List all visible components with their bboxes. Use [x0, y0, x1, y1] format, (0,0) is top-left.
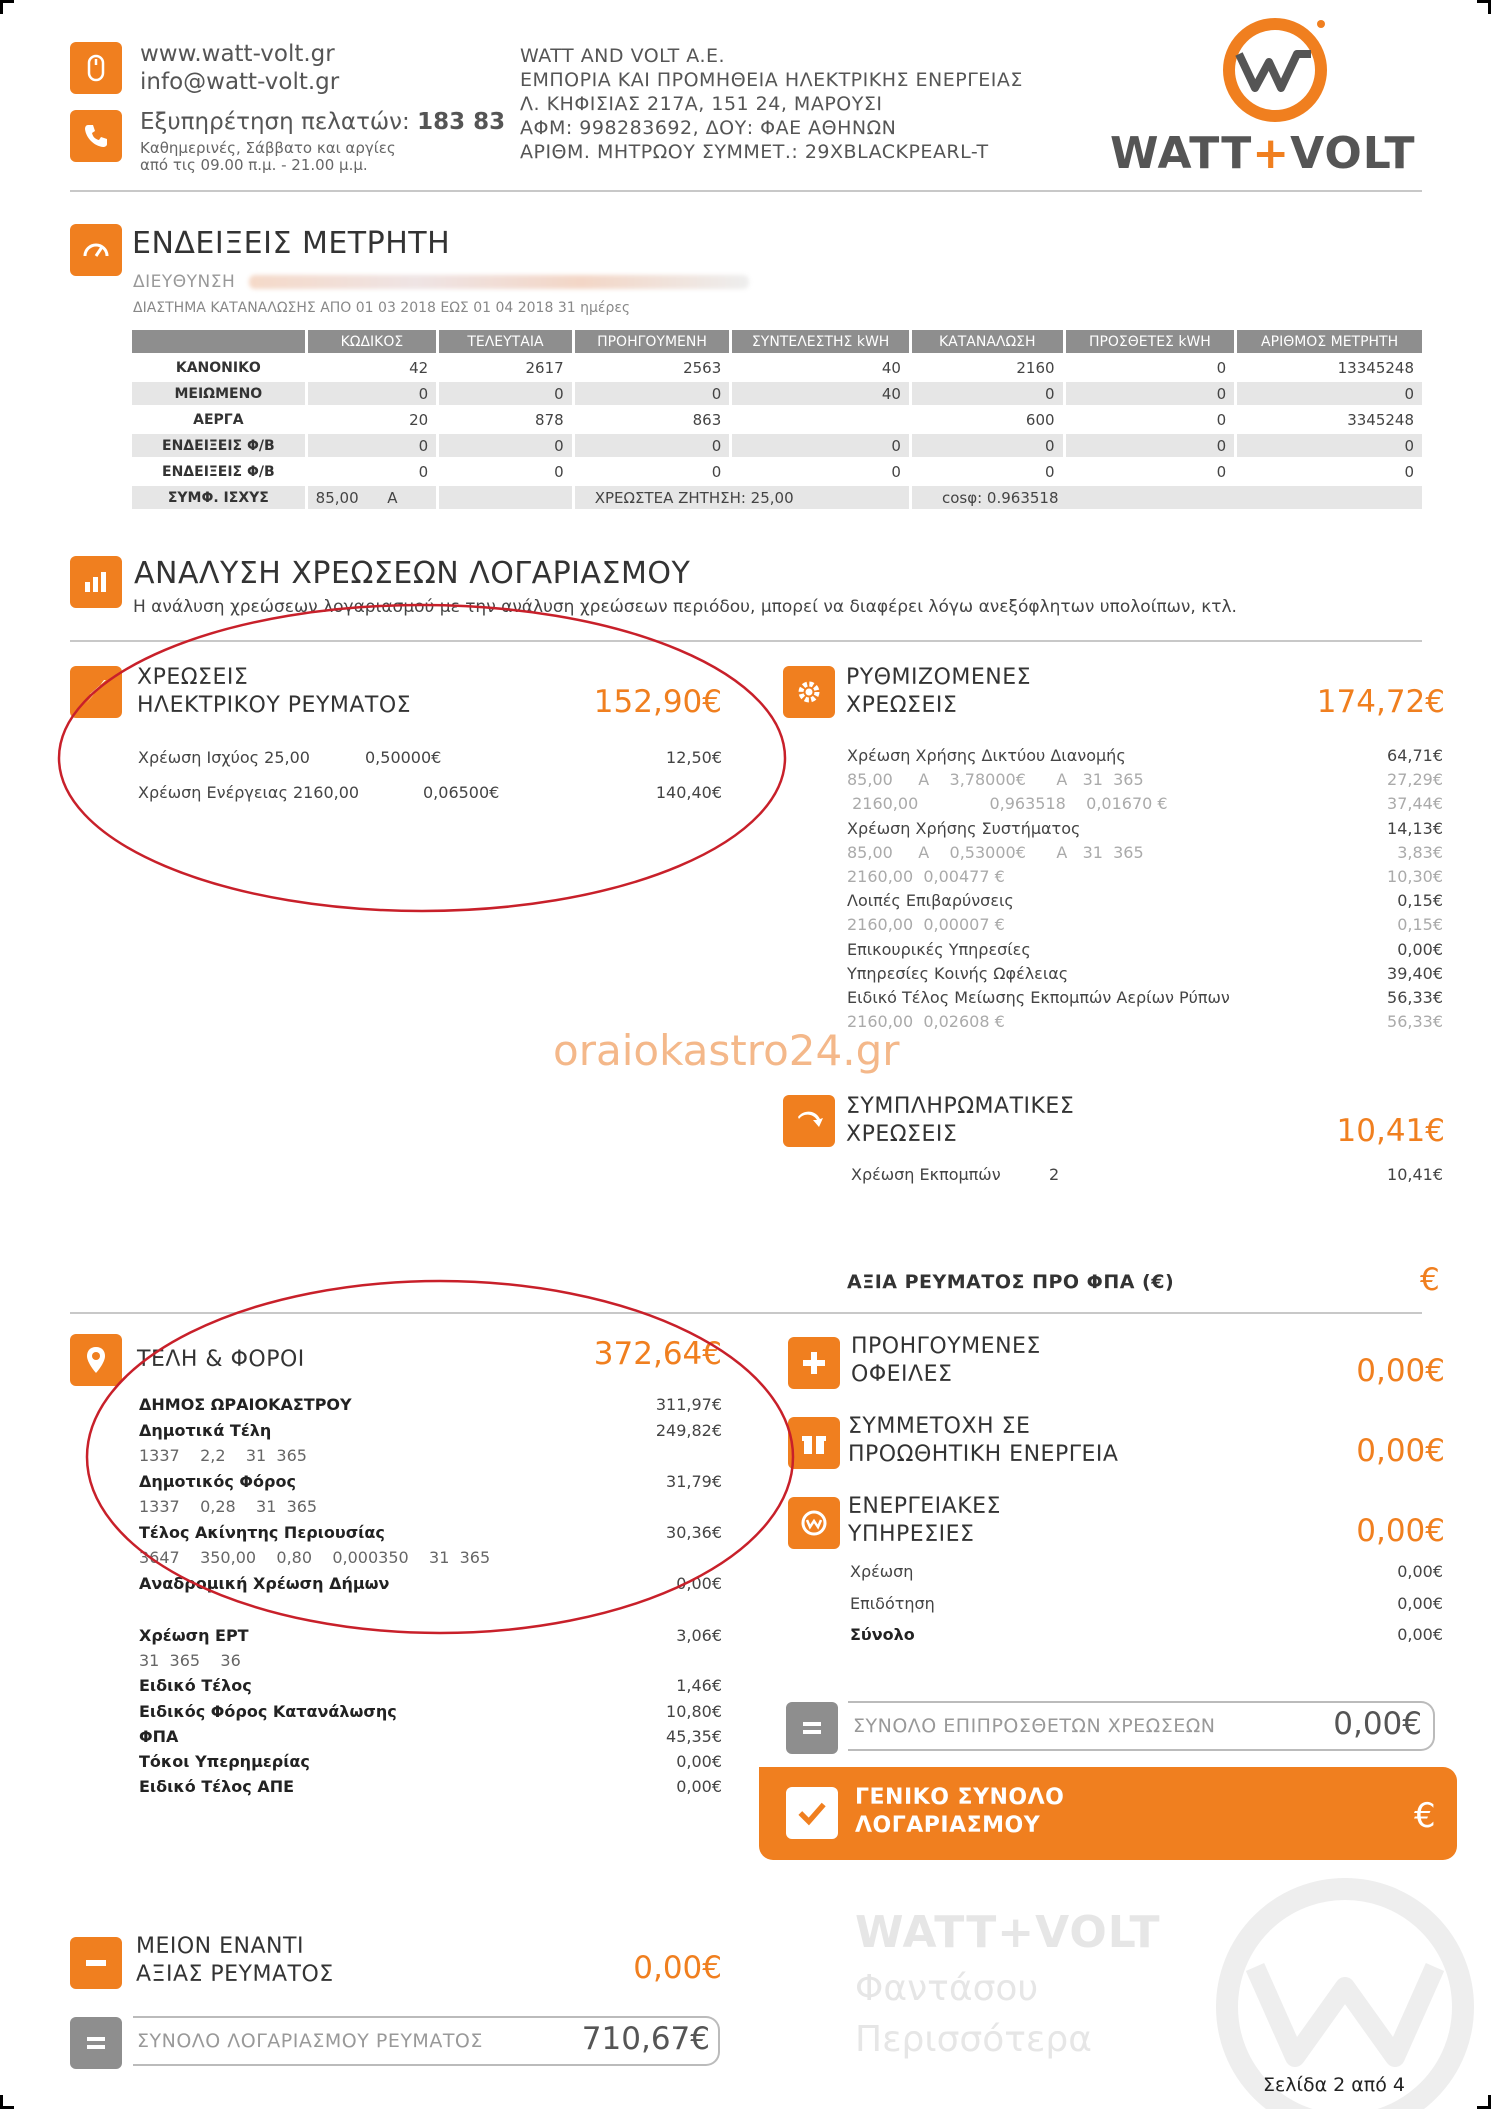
supplementary-line-amount: 10,41€	[1387, 1165, 1443, 1184]
phone-icon	[70, 110, 122, 162]
green-energy-total: 0,00€	[1356, 1433, 1445, 1469]
footer-brand-line-1: WATT+VOLT	[855, 1907, 1161, 1958]
table-corner	[132, 330, 305, 353]
service-label: Εξυπηρέτηση πελατών:	[140, 109, 410, 135]
table-cell	[439, 486, 572, 509]
regulated-title-2: ΧΡΕΩΣΕΙΣ	[846, 693, 958, 718]
extra-total-label: ΣΥΝΟΛΟ ΕΠΙΠΡΟΣΘΕΤΩΝ ΧΡΕΩΣΕΩΝ	[853, 1715, 1216, 1737]
gauge-icon	[70, 224, 122, 276]
col-header: ΠΡΟΣΘΕΤΕΣ kWH	[1066, 330, 1235, 353]
energy-services-line-amount: 0,00€	[1397, 1594, 1443, 1613]
tax-line-label: Δημοτικά Τέλη	[139, 1420, 272, 1440]
table-cell: 0	[308, 382, 437, 405]
gift-icon	[788, 1417, 840, 1469]
regulated-line-label: 2160,00 0,02608 €	[847, 1012, 1005, 1032]
regulated-line-label: Χρέωση Χρήσης Δικτύου Διανομής	[847, 746, 1126, 765]
regulated-line-amount: 10,30€	[1387, 867, 1443, 886]
table-cell: 0	[1237, 382, 1422, 405]
tax-line-amount: 0,00€	[676, 1573, 722, 1593]
table-cell: 0	[1237, 460, 1422, 483]
email-link[interactable]: info@watt-volt.gr	[140, 69, 340, 95]
tax-line-label: Χρέωση ΕΡΤ	[139, 1626, 249, 1645]
regulated-line-amount: 14,13€	[1387, 818, 1443, 838]
taxes-title: ΤΕΛΗ & ΦΟΡΟΙ	[137, 1347, 305, 1372]
table-cell: 2160	[912, 356, 1063, 379]
grand-total-title-2: ΛΟΓΑΡΙΑΣΜΟΥ	[855, 1813, 1041, 1838]
table-cell: 0	[1066, 460, 1235, 483]
contract-demand: ΧΡΕΩΣΤΕΑ ΖΗΤΗΣΗ: 25,00	[575, 486, 909, 509]
brand-logo	[1105, 10, 1435, 180]
row-label: ΚΑΝΟΝΙΚΟ	[132, 356, 305, 379]
hours-line-2: από τις 09.00 π.μ. - 21.00 μ.μ.	[140, 156, 368, 174]
account-total-label: ΣΥΝΟΛΟ ΛΟΓΑΡΙΑΣΜΟΥ ΡΕΥΜΑΤΟΣ	[137, 2030, 483, 2052]
regulated-line-label: Υπηρεσίες Κοινής Ωφέλειας	[847, 963, 1069, 983]
tax-line-label: ΦΠΑ	[139, 1726, 179, 1746]
tax-line-label: Ειδικός Φόρος Κατανάλωσης	[139, 1701, 397, 1721]
company-name: WATT AND VOLT A.E.	[520, 45, 726, 67]
energy-services-line-amount: 0,00€	[1397, 1562, 1443, 1581]
regulated-total: 174,72€	[1316, 684, 1445, 720]
table-cell: 0	[1066, 356, 1235, 379]
location-pin-icon	[70, 1334, 122, 1386]
contract-cos: cosφ: 0.963518	[912, 486, 1422, 509]
tax-line-label: Τέλος Ακίνητης Περιουσίας	[139, 1522, 385, 1542]
tax-line-amount: 0,00€	[676, 1777, 722, 1797]
regulated-line-label: Χρέωση Χρήσης Συστήματος	[847, 818, 1081, 838]
table-cell: 0	[732, 460, 909, 483]
tax-line-label: Τόκοι Υπερημερίας	[139, 1752, 310, 1771]
meter-table	[129, 327, 1425, 512]
table-cell: 600	[912, 408, 1063, 431]
supplementary-total: 10,41€	[1336, 1113, 1445, 1149]
table-cell: 0	[1237, 434, 1422, 457]
address-redacted	[249, 275, 749, 289]
tax-line-amount: 30,36€	[666, 1522, 722, 1542]
col-header: ΠΡΟΗΓΟΥΜΕΝΗ	[575, 330, 730, 353]
table-cell: 0	[439, 460, 572, 483]
electricity-title-2: ΗΛΕΚΤΡΙΚΟΥ ΡΕΥΜΑΤΟΣ	[137, 693, 412, 718]
table-row	[132, 434, 1422, 457]
energy-services-line-amount: 0,00€	[1397, 1625, 1443, 1644]
table-row	[132, 382, 1422, 405]
energy-services-line-label: Χρέωση	[850, 1562, 914, 1581]
tax-line-label: Αναδρομική Χρέωση Δήμων	[139, 1573, 390, 1593]
table-row	[132, 408, 1422, 431]
analysis-subtitle: Η ανάλυση χρεώσεων λογαριασμού με την ανάλυση χρεώσεων περιόδου, μπορεί να διαφέρει λόγω ανεξόφλητων υπολοίπων, κτλ.	[133, 597, 1237, 617]
company-info	[520, 44, 1023, 164]
table-cell: 40	[732, 382, 909, 405]
col-header: ΣΥΝΤΕΛΕΣΤΗΣ kWH	[732, 330, 909, 353]
table-cell: 0	[1066, 382, 1235, 405]
electricity-line-label: Χρέωση Ενέργειας 2160,00	[138, 783, 360, 802]
electricity-line-rate: 0,50000€	[365, 748, 442, 767]
extra-total-value: 0,00€	[1333, 1706, 1422, 1742]
company-line-3: Λ. ΚΗΦΙΣΙΑΣ 217Α, 151 24, ΜΑΡΟΥΣΙ	[520, 93, 883, 115]
row-label: ΕΝΔΕΙΞΕΙΣ Φ/Β	[132, 460, 305, 483]
table-cell: 20	[308, 408, 437, 431]
table-cell: 2563	[575, 356, 730, 379]
regulated-line-label: 2160,00 0,963518 0,01670 €	[847, 794, 1168, 814]
col-header: ΤΕΛΕΥΤΑΙΑ	[439, 330, 572, 353]
electricity-line-label: Χρέωση Ισχύος 25,00	[138, 748, 310, 767]
regulated-line-amount: 3,83€	[1397, 842, 1443, 862]
tax-line-amount: 0,00€	[676, 1752, 722, 1771]
minus-icon	[70, 1937, 122, 1989]
company-line-5: ΑΡΙΘΜ. ΜΗΤΡΩΟΥ ΣΥΜΜΕΤ.: 29XBLACKPEARL-T	[520, 141, 989, 163]
electricity-total: 152,90€	[593, 684, 722, 720]
watermark-text: oraiokastro24.gr	[553, 1026, 900, 1075]
footer-brand	[855, 1907, 1161, 2060]
table-cell: 2617	[439, 356, 572, 379]
address-label: ΔΙΕΥΘΥΝΣΗ	[133, 272, 236, 292]
gear-icon	[783, 666, 835, 718]
table-cell: 0	[575, 434, 730, 457]
tax-line-label: 1337 2,2 31 365	[139, 1446, 307, 1465]
regulated-line-label: Λοιπές Επιβαρύνσεις	[847, 891, 1014, 911]
tax-line-amount: 1,46€	[676, 1676, 722, 1696]
logo-plus: +	[1252, 128, 1291, 179]
green-energy-title-2: ΠΡΟΩΘΗΤΙΚΗ ΕΝΕΡΓΕΙΑ	[848, 1442, 1119, 1467]
account-total-value: 710,67€	[581, 2021, 710, 2057]
energy-services-title-1: ΕΝΕΡΓΕΙΑΚΕΣ	[848, 1494, 1001, 1519]
value-before-vat-label: ΑΞΙΑ ΡΕΥΜΑΤΟΣ ΠΡΟ ΦΠΑ (€)	[847, 1271, 1175, 1293]
regulated-line-amount: 27,29€	[1387, 770, 1443, 790]
supplementary-title-2: ΧΡΕΩΣΕΙΣ	[846, 1122, 958, 1147]
tax-line-label: ΔΗΜΟΣ ΩΡΑΙΟΚΑΣΤΡΟΥ	[139, 1395, 352, 1414]
table-cell: 878	[439, 408, 572, 431]
equals-icon	[786, 1702, 838, 1754]
tax-line-label: 3647 350,00 0,80 0,000350 31 365	[139, 1548, 491, 1567]
row-label: ΕΝΔΕΙΞΕΙΣ Φ/Β	[132, 434, 305, 457]
tax-line-label: Ειδικό Τέλος ΑΠΕ	[139, 1777, 295, 1797]
table-cell: 0	[1066, 434, 1235, 457]
meter-title: ΕΝΔΕΙΞΕΙΣ ΜΕΤΡΗΤΗ	[132, 226, 451, 261]
table-cell	[732, 408, 909, 431]
company-line-2: ΕΜΠΟΡΙΑ ΚΑΙ ΠΡΟΜΗΘΕΙΑ ΗΛΕΚΤΡΙΚΗΣ ΕΝΕΡΓΕΙΑΣ	[520, 69, 1023, 91]
regulated-line-label: 85,00 A 0,53000€ A 31 365	[847, 842, 1144, 862]
wv-watermark-logo	[1195, 1857, 1491, 2109]
regulated-line-label: Ειδικό Τέλος Μείωσης Εκπομπών Αερίων Ρύπων	[847, 988, 1230, 1007]
wv-logo-icon	[1215, 10, 1335, 130]
regulated-line-amount: 39,40€	[1387, 963, 1443, 983]
logo-volt: VOLT	[1290, 128, 1416, 179]
table-cell: 0	[439, 382, 572, 405]
regulated-line-amount: 37,44€	[1387, 794, 1443, 814]
table-cell: 0	[575, 460, 730, 483]
col-header: ΚΑΤΑΝΑΛΩΣΗ	[912, 330, 1063, 353]
table-cell: 0	[439, 434, 572, 457]
hours-line-1: Καθημερινές, Σάββατο και αργίες	[140, 139, 396, 157]
green-energy-title-1: ΣΥΜΜΕΤΟΧΗ ΣΕ	[848, 1414, 1031, 1439]
regulated-line-amount: 56,33€	[1387, 1012, 1443, 1032]
regulated-line-amount: 56,33€	[1387, 988, 1443, 1007]
col-header: ΑΡΙΘΜΟΣ ΜΕΤΡΗΤΗ	[1237, 330, 1422, 353]
table-cell: 0	[308, 460, 437, 483]
previous-debts-total: 0,00€	[1356, 1353, 1445, 1389]
row-label: ΑΕΡΓΑ	[132, 408, 305, 431]
supplementary-line-qty: 2	[1049, 1165, 1060, 1184]
electricity-line-rate: 0,06500€	[423, 783, 500, 802]
table-cell: 0	[575, 382, 730, 405]
table-row	[132, 356, 1422, 379]
table-cell: 0	[732, 434, 909, 457]
analysis-divider	[70, 640, 1422, 642]
analysis-title: ΑΝΑΛΥΣΗ ΧΡΕΩΣΕΩΝ ΛΟΓΑΡΙΑΣΜΟΥ	[134, 556, 691, 591]
mouse-icon	[70, 42, 122, 94]
crop-mark-top-right	[1477, 0, 1491, 14]
grand-total-symbol: €	[1414, 1796, 1436, 1836]
table-cell: 0	[912, 434, 1063, 457]
table-cell: 0	[1066, 408, 1235, 431]
value-before-vat-symbol: €	[1420, 1262, 1440, 1298]
table-cell: 3345248	[1237, 408, 1422, 431]
tax-line-label: 31 365 36	[139, 1651, 241, 1671]
minus-value-title-1: ΜΕΙΟΝ ΕΝΑΝΤΙ	[136, 1934, 304, 1959]
previous-debts-title-1: ΠΡΟΗΓΟΥΜΕΝΕΣ	[851, 1334, 1041, 1359]
tax-line-amount: 3,06€	[676, 1626, 722, 1645]
energy-services-total: 0,00€	[1356, 1513, 1445, 1549]
crop-mark-bottom-left	[0, 2095, 14, 2109]
company-line-4: ΑΦΜ: 998283692, ΔΟΥ: ΦΑΕ ΑΘΗΝΩΝ	[520, 117, 897, 139]
table-cell: 13345248	[1237, 356, 1422, 379]
table-cell: 863	[575, 408, 730, 431]
regulated-line-label: Επικουρικές Υπηρεσίες	[847, 939, 1031, 959]
tax-line-label: 1337 0,28 31 365	[139, 1497, 318, 1516]
contract-power: 85,00	[315, 488, 359, 507]
table-cell: 42	[308, 356, 437, 379]
energy-services-line-label: Επιδότηση	[850, 1594, 935, 1613]
table-cell: 0	[912, 382, 1063, 405]
supplementary-title-1: ΣΥΜΠΛΗΡΩΜΑΤΙΚΕΣ	[846, 1094, 1075, 1119]
bar-chart-icon	[70, 556, 122, 608]
regulated-line-amount: 64,71€	[1387, 746, 1443, 765]
website-link[interactable]: www.watt-volt.gr	[140, 41, 335, 67]
tax-line-amount: 45,35€	[666, 1726, 722, 1746]
regulated-line-amount: 0,15€	[1397, 891, 1443, 911]
header-divider	[70, 190, 1422, 192]
taxes-total: 372,64€	[593, 1336, 722, 1372]
lightning-icon	[70, 666, 122, 718]
logo-watt: WATT	[1110, 128, 1253, 179]
tax-line-amount: 249,82€	[655, 1420, 722, 1440]
tax-line-amount: 10,80€	[666, 1701, 722, 1721]
customer-service	[140, 108, 505, 136]
contract-power-cell	[308, 486, 437, 509]
minus-value-total: 0,00€	[633, 1950, 722, 1986]
regulated-line-label: 85,00 A 3,78000€ A 31 365	[847, 770, 1144, 790]
row-label: ΜΕΙΩΜΕΝΟ	[132, 382, 305, 405]
col-header: ΚΩΔΙΚΟΣ	[308, 330, 437, 353]
regulated-line-label: 2160,00 0,00477 €	[847, 867, 1005, 886]
equals-icon	[70, 2017, 122, 2069]
row-label: ΣΥΜΦ. ΙΣΧΥΣ	[132, 486, 305, 509]
energy-services-line-label: Σύνολο	[850, 1625, 915, 1644]
table-cell: 0	[308, 434, 437, 457]
contract-unit: A	[387, 488, 398, 507]
electricity-title-1: ΧΡΕΩΣΕΙΣ	[137, 665, 249, 690]
tax-line-amount: 311,97€	[655, 1395, 722, 1414]
electricity-line-amount: 140,40€	[655, 783, 722, 802]
consumption-period: ΔΙΑΣΤΗΜΑ ΚΑΤΑΝΑΛΩΣΗΣ ΑΠΟ 01 03 2018 ΕΩΣ 01 04 2018 31 ημέρες	[133, 300, 631, 316]
service-phone: 183 83	[417, 109, 506, 135]
supplementary-line-label: Χρέωση Εκπομπών	[851, 1165, 1001, 1184]
table-cell: 0	[912, 460, 1063, 483]
previous-debts-title-2: ΟΦΕΙΛΕΣ	[851, 1362, 953, 1387]
regulated-line-label: 2160,00 0,00007 €	[847, 915, 1005, 935]
crop-mark-top-left	[0, 0, 14, 14]
plus-icon	[788, 1337, 840, 1389]
vat-divider	[70, 1312, 1422, 1314]
redo-arrow-icon	[783, 1095, 835, 1147]
table-cell: 40	[732, 356, 909, 379]
energy-services-title-2: ΥΠΗΡΕΣΙΕΣ	[848, 1522, 975, 1547]
footer-brand-line-2: Φαντάσου	[855, 1968, 1039, 2009]
minus-value-title-2: ΑΞΙΑΣ ΡΕΥΜΑΤΟΣ	[136, 1962, 334, 1987]
regulated-line-amount: 0,00€	[1397, 939, 1443, 959]
footer-brand-line-3: Περισσότερα	[855, 2019, 1092, 2060]
electricity-line-amount: 12,50€	[666, 748, 722, 767]
contract-row	[132, 486, 1422, 509]
tax-line-amount: 31,79€	[666, 1471, 722, 1491]
checkbox-icon	[786, 1787, 838, 1839]
tax-line-label: Ειδικό Τέλος	[139, 1676, 252, 1696]
tax-line-label: Δημοτικός Φόρος	[139, 1471, 296, 1491]
regulated-line-amount: 0,15€	[1397, 915, 1443, 935]
table-row	[132, 460, 1422, 483]
wv-emblem-icon	[788, 1497, 840, 1549]
regulated-title-1: ΡΥΘΜΙΖΟΜΕΝΕΣ	[846, 665, 1032, 690]
page-number: Σελίδα 2 από 4	[1263, 2074, 1405, 2096]
grand-total-title-1: ΓΕΝΙΚΟ ΣΥΝΟΛΟ	[855, 1785, 1065, 1810]
